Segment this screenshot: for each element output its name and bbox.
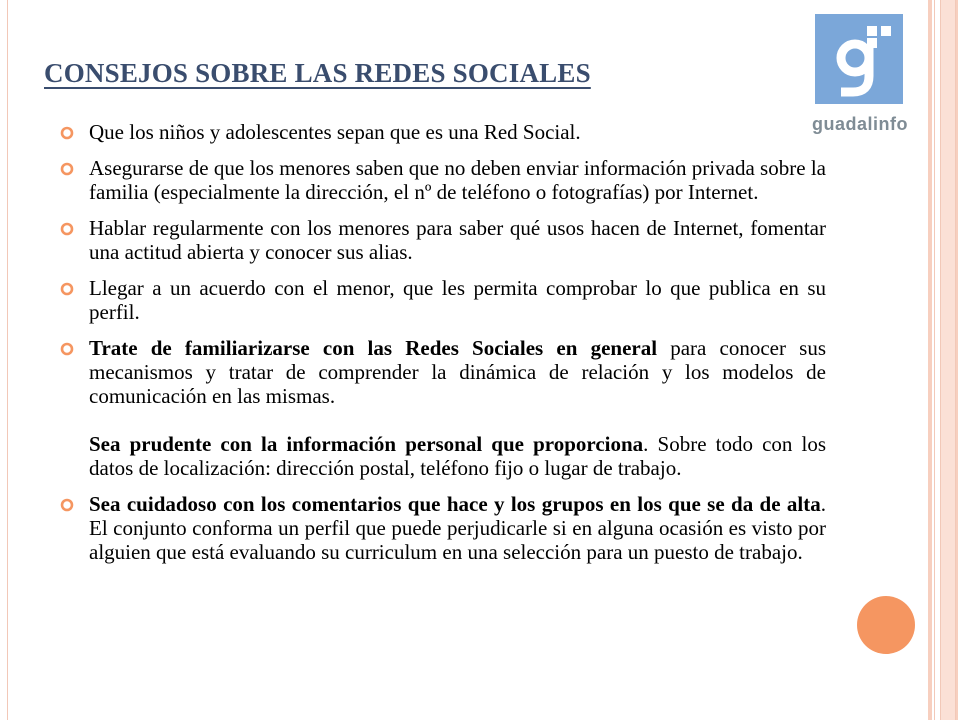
decorative-circle: [857, 596, 915, 654]
list-item: [60, 120, 826, 144]
list-item: [60, 276, 826, 324]
ring-bullet-icon: [60, 498, 74, 512]
ring-bullet-icon: [60, 162, 74, 176]
decorative-stripe: [934, 0, 935, 720]
decorative-stripe: [928, 0, 932, 720]
bullet-text: Asegurarse de que los menores saben que no deben enviar información privada sobre la familia (especialmente la dirección, el nº de teléfono o fotografías) por Internet.: [89, 156, 826, 204]
list-item: [60, 216, 826, 264]
ring-bullet-icon: [60, 126, 74, 140]
list-item: [60, 336, 826, 480]
decorative-stripe: [956, 0, 958, 720]
logo-icon: [815, 14, 903, 104]
decorative-stripe: [940, 0, 956, 720]
bullet-list: [60, 120, 826, 576]
ring-bullet-icon: [60, 222, 74, 236]
bullet-bold-text: Trate de familiarizarse con las Redes Sociales en general: [89, 336, 658, 360]
bullet-bold-text: Sea cuidadoso con los comentarios que hace y los grupos en los que se da de alta: [89, 492, 821, 516]
bullet-text: Llegar a un acuerdo con el menor, que les permita comprobar lo que publica en su perfil.: [89, 276, 826, 324]
paragraph-break: [89, 432, 826, 480]
logo-g-glyph-icon: [815, 14, 903, 104]
ring-bullet-icon: [60, 342, 74, 356]
slide-title: CONSEJOS SOBRE LAS REDES SOCIALES: [44, 58, 591, 88]
bullet-text: para conocer sus mecanismos y tratar de comprender la dinámica de relación y los modelos de comunicación en las mismas.: [89, 336, 826, 408]
bullet-text: . Sobre todo con los datos de localización: dirección postal, teléfono fijo o lugar de trabajo.: [89, 432, 826, 480]
list-item: [60, 492, 826, 564]
logo-wordmark: guadalinfo: [812, 114, 908, 134]
bullet-text: . El conjunto conforma un perfil que puede perjudicarle si en alguna ocasión es visto por alguien que está evaluando su curriculum en una selección para un puesto de trabajo.: [89, 492, 826, 564]
bullet-bold-text: Sea prudente con la información personal que proporciona: [89, 432, 644, 456]
ring-bullet-icon: [60, 282, 74, 296]
bullet-text: Hablar regularmente con los menores para saber qué usos hacen de Internet, fomentar una actitud abierta y conocer sus alias.: [89, 216, 826, 264]
list-item: [60, 156, 826, 204]
bullet-text: Que los niños y adolescentes sepan que es una Red Social.: [89, 120, 581, 144]
